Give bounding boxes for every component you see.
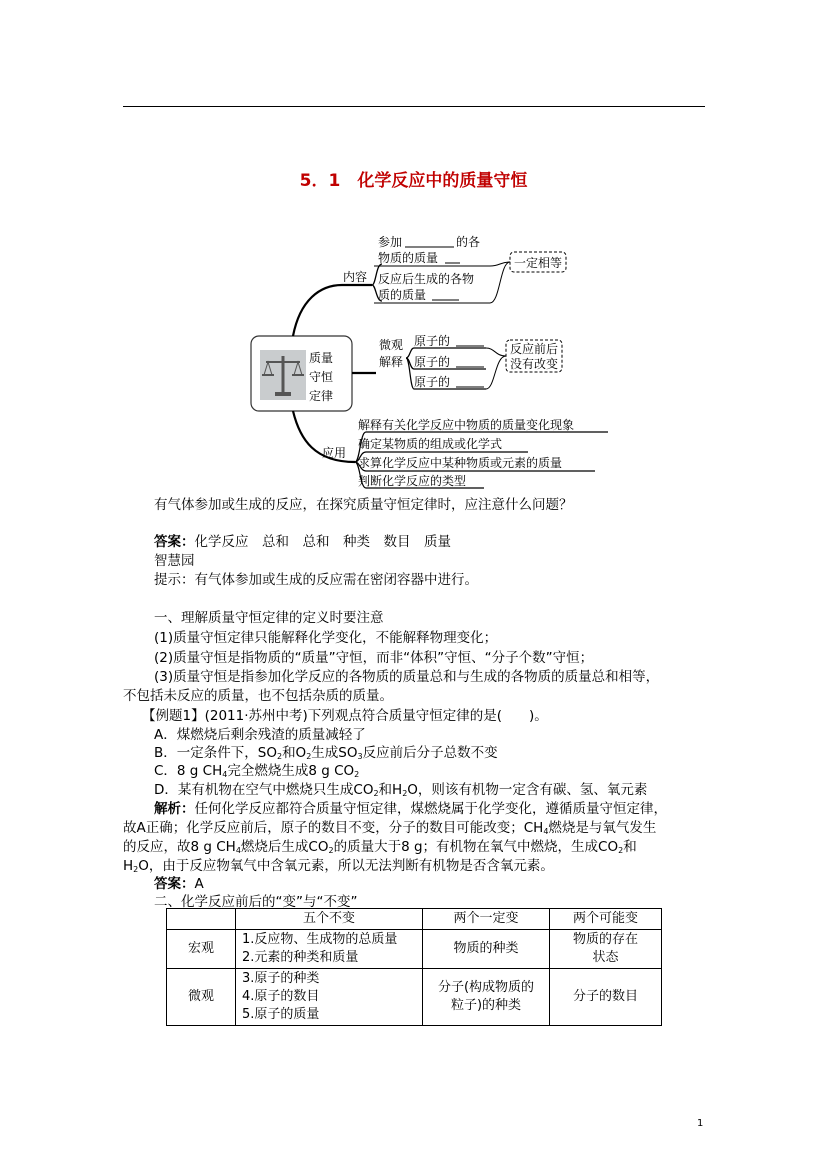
wisdom-heading: 智慧园 [154,553,195,569]
mindmap-center-line2: 守恒 [309,370,334,384]
answer-label: 答案： [154,534,195,550]
table-cell: 宏观 [167,930,236,969]
micro-result-a: 反应前后 [510,342,559,356]
table-header-cell: 两个一定变 [423,909,550,930]
content-item1-a: 参加 [378,235,403,249]
section2-heading: 二、化学反应前后的“变”与“不变” [154,894,358,910]
table-cell: 物质的种类 [423,930,550,969]
option-c: C．8 g $CH_4$完全燃烧生成8 g $CO_2$ [154,763,360,779]
table-cell: 分子(构成物质的 粒子)的种类 [423,969,550,1026]
section1-p3b: 不包括未反应的质量，也不包括杂质的质量。 [123,688,393,704]
section1-p3a: (3)质量守恒是指参加化学反应的各物质的质量总和与生成的各物质的质量总和相等， [154,669,660,685]
branch-apply-label: 应用 [322,446,347,460]
mindmap-center-line1: 质量 [309,351,334,365]
page-title: 5．1 化学反应中的质量守恒 [299,171,528,191]
apply-item-3: 求算化学反应中某种物质或元素的质量 [358,456,563,470]
table-header-row [167,909,662,930]
hint-text: 提示：有气体参加或生成的反应需在密闭容器中进行。 [154,572,478,588]
micro-result-b: 没有改变 [510,357,559,371]
analysis-line1: 解析：任何化学反应都符合质量守恒定律，煤燃烧属于化学变化，遵循质量守恒定律， [154,801,667,817]
branch-micro-b: 解释 [379,355,404,369]
table-row [167,930,662,969]
option-a: A．煤燃烧后剩余残渣的质量减轻了 [154,727,366,743]
content-result: 一定相等 [514,256,563,270]
branch-content-label: 内容 [343,270,368,284]
table-cell: 分子的数目 [550,969,662,1026]
table-cell: 1.反应物、生成物的总质量 2.元素的种类和质量 [236,930,423,969]
content-item2-a: 反应后生成的各物 [378,272,475,286]
analysis-line4: $H_2O$，由于反应物氧气中含氧元素，所以无法判断有机物是否含氧元素。 [123,858,554,874]
content-item1-c: 物质的质量 [378,251,439,265]
mindmap-center-line3: 定律 [309,389,334,403]
option-b: B．一定条件下，$SO_2$和$O_2$生成$SO_3$反应前后分子总数不变 [154,745,498,761]
section1-p1: (1)质量守恒定律只能解释化学变化，不能解释物理变化； [154,630,498,646]
table-header-cell: 两个可能变 [550,909,662,930]
apply-item-4: 判断化学反应的类型 [358,474,467,488]
micro-item-3: 原子的 [414,375,451,389]
mindmap [0,0,827,500]
analysis-line3: 的反应，故8 g $CH_4$燃烧后生成$CO_2$的质量大于8 g；有机物在氧气中燃烧，生成$CO_2$和 [123,839,637,855]
answer-text: 化学反应 总和 总和 种类 数目 质量 [194,534,451,550]
option-d: D．某有机物在空气中燃烧只生成$CO_2$和$H_2O$，则该有机物一定含有碳、氢、氧元素 [154,782,648,798]
apply-item-2: 确定某物质的组成或化学式 [358,437,503,451]
answer-line [154,530,451,550]
balance-scale-icon [260,350,306,400]
apply-item-1: 解释有关化学反应中物质的质量变化现象 [358,418,575,432]
table-row [167,969,662,1026]
change-table [166,908,662,1026]
analysis-line2: 故A正确；化学反应前后，原子的数目不变，分子的数目可能改变；$CH_4$燃烧是与氧气发生 [123,820,657,836]
table-header-cell [167,909,236,930]
example-question: (2011·苏州中考)下列观点符合质量守恒定律的是( )。 [204,708,548,724]
question-text: 有气体参加或生成的反应，在探究质量守恒定律时，应注意什么问题？ [154,497,573,513]
section1-heading: 一、理解质量守恒定律的定义时要注意 [154,610,384,626]
example-stem [142,704,548,724]
micro-item-1: 原子的 [414,334,451,348]
table-cell: 微观 [167,969,236,1026]
example-label: 【例题1】 [142,708,205,724]
content-item2-b: 质的质量 [378,288,427,302]
branch-micro-a: 微观 [379,338,404,352]
page-number: 1 [697,1118,704,1129]
example-answer: 答案：A [154,876,204,892]
analysis-label: 解析： [154,801,195,817]
section1-p2: (2)质量守恒是指物质的“质量”守恒，而非“体积”守恒、“分子个数”守恒； [154,650,594,666]
table-cell: 物质的存在 状态 [550,930,662,969]
micro-item-2: 原子的 [414,355,451,369]
table-cell: 3.原子的种类 4.原子的数目 5.原子的质量 [236,969,423,1026]
table-header-cell: 五个不变 [236,909,423,930]
content-item1-b: 的各 [456,235,481,249]
